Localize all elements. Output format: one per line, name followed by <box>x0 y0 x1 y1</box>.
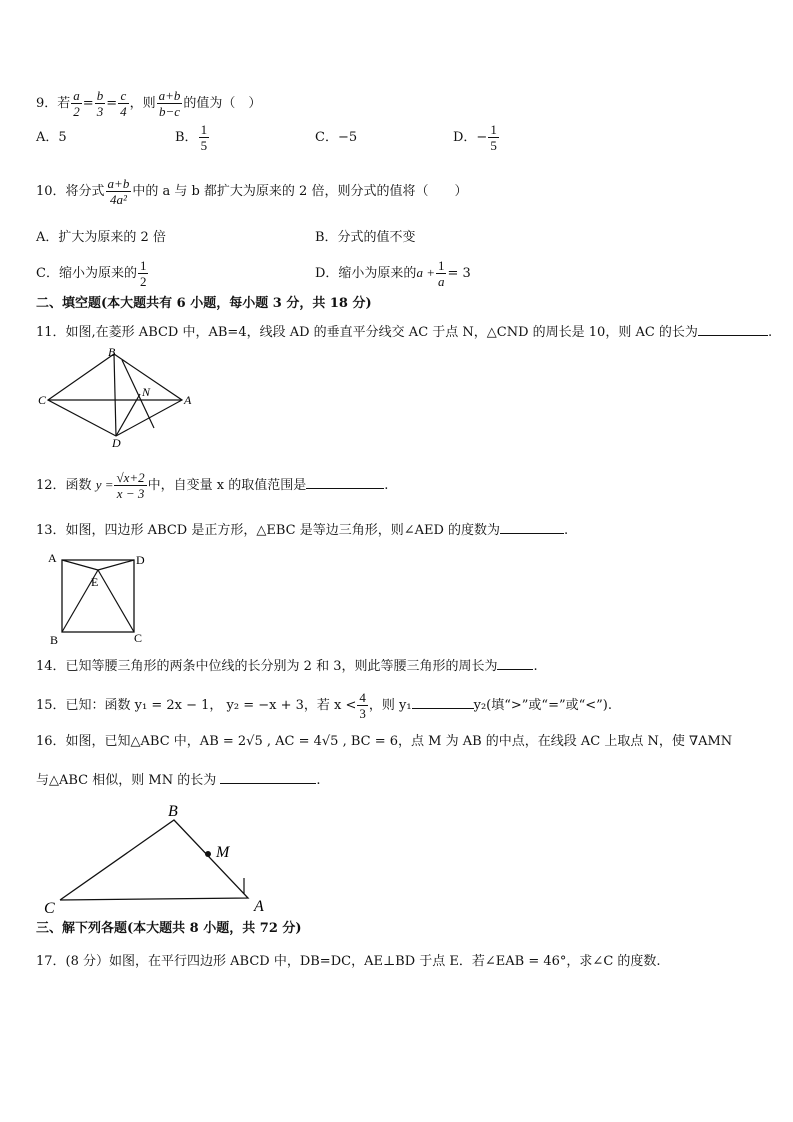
q9-option-a: A．5 <box>36 130 67 145</box>
q16-triangle-figure <box>36 798 286 916</box>
q13-square-figure <box>44 548 154 648</box>
q15-fraction: $\frac{4}{3}$ <box>359 690 366 721</box>
q13-stem: 13．如图，四边形 ABCD 是正方形，△EBC 是等边三角形，则∠AED 的度数为 . <box>36 523 569 538</box>
q10-option-b: B．分式的值不变 <box>315 230 416 245</box>
q13-label-b: B <box>50 633 59 647</box>
section-2-heading: 二、填空题(本大题共有 6 小题，每小题 3 分，共 18 分) <box>36 296 372 311</box>
q15-answer-blank[interactable] <box>412 696 474 709</box>
q9-target-fraction: $\frac{a+b}{b-c}$ <box>158 88 181 119</box>
q10-option-c: C．缩小为原来的 $\frac{1}{2}$ <box>36 258 147 289</box>
q10-stem: 10．将分式 $\frac{a+b}{\text{4a²}}$ 中的 a 与 b 都扩大为原来的 2 倍，则分式的值将（ ） <box>36 176 468 207</box>
q11-label-a: A <box>184 393 192 407</box>
q16-stem-line1: 16．如图，已知△ABC 中，AB = 2√5 , AC = 4√5 , BC = 6，点 M 为 AB 的中点，在线段 AC 上取点 N，使 ∇AMN <box>36 734 733 749</box>
q16-answer-blank[interactable] <box>220 771 316 784</box>
q11-label-d: D <box>112 436 121 450</box>
q11-rhombus-figure <box>36 346 196 450</box>
q9-option-b: B． $\frac{1}{5}$ <box>175 122 208 153</box>
q9-fraction-a2: $\frac{a}{2}$ <box>73 88 80 119</box>
q16-label-c: C <box>44 900 55 916</box>
q16-label-a: A <box>254 898 264 915</box>
q10-option-a: A．扩大为原来的 2 倍 <box>36 230 166 245</box>
q9-option-d: D．− $\frac{1}{5}$ <box>453 122 497 153</box>
q16-label-m: M <box>216 844 230 861</box>
q9-number: 9．若 <box>36 96 71 111</box>
q15-stem: 15．已知：函数 y₁ = 2x − 1， y₂ = −x + 3，若 x < $\frac{4}{3}$ ，则 y₁ y₂(填“>”或“=”或“<”). <box>36 690 612 721</box>
q10-fraction: $\frac{a+b}{\text{4a²}}$ <box>107 176 130 207</box>
q14-answer-blank[interactable] <box>497 657 533 670</box>
q11-label-c: C <box>38 393 47 407</box>
q12-answer-blank[interactable] <box>306 476 384 489</box>
q12-stem: 12．函数 y = $\frac{√x+2}{x - 3}$ 中，自变量 x 的取值范围是 . <box>36 470 389 501</box>
q12-fraction: $\frac{√x+2}{x - 3}$ <box>116 470 145 501</box>
q11-label-b: B <box>108 346 116 359</box>
q11-stem: 11．如图,在菱形 ABCD 中，AB=4，线段 AD 的垂直平分线交 AC 于点 N，△CND 的周长是 10，则 AC 的长为 . <box>36 325 773 340</box>
q17-stem: 17．(8 分）如图，在平行四边形 ABCD 中，DB=DC，AE⊥BD 于点 E．若∠EAB = 46°，求∠C 的度数. <box>36 954 661 969</box>
q14-stem: 14．已知等腰三角形的两条中位线的长分别为 2 和 3，则此等腰三角形的周长为 . <box>36 659 538 674</box>
q9-stem: 9．若 $\frac{a}{2}$ = $\frac{b}{3}$ = $\frac{c}{4}$ ，则 $\frac{a+b}{b-c}$ 的值为（ ） <box>36 88 262 119</box>
q13-label-e: E <box>91 575 99 589</box>
q9-option-c: C．−5 <box>315 130 358 145</box>
q16-label-b: B <box>168 803 178 820</box>
q13-answer-blank[interactable] <box>500 521 564 534</box>
q10-option-d: D．缩小为原来的a + $\frac{1}{a}$ = 3 <box>315 258 471 289</box>
q16-stem-line2: 与△ABC 相似，则 MN 的长为 . <box>36 773 321 788</box>
section-3-heading: 三、解下列各题(本大题共 8 小题，共 72 分) <box>36 921 302 936</box>
q13-label-d: D <box>136 553 145 567</box>
q9-fraction-b3: $\frac{b}{3}$ <box>96 88 104 119</box>
q9-fraction-c4: $\frac{c}{4}$ <box>120 88 127 119</box>
q13-label-a: A <box>48 551 57 565</box>
q11-label-n: N <box>142 385 151 399</box>
q11-answer-blank[interactable] <box>698 323 768 336</box>
q13-label-c: C <box>134 631 143 645</box>
